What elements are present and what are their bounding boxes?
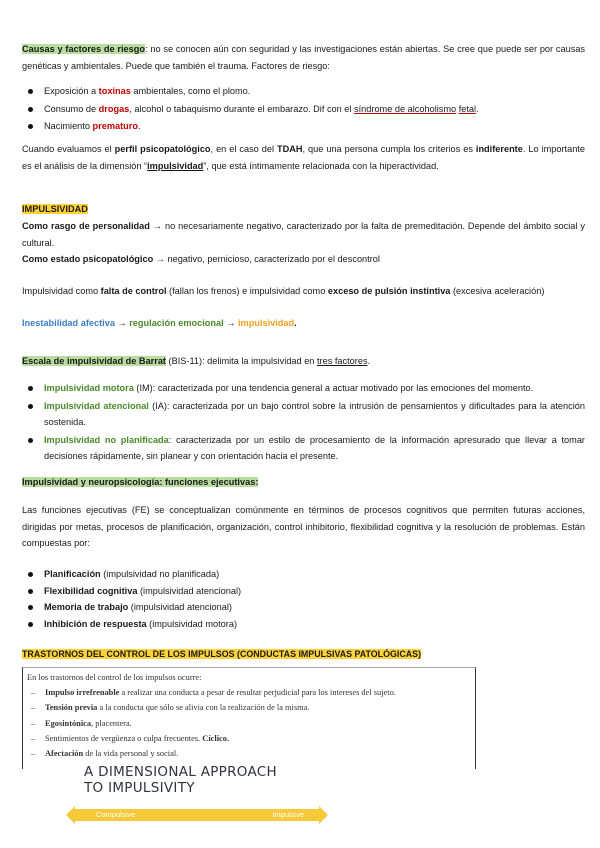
- risk-factors-list: [22, 83, 585, 135]
- list-item: Planificación (impulsividad no planificada): [22, 566, 585, 583]
- list-item: Nacimiento prematuro.: [22, 118, 585, 135]
- scanned-excerpt: [22, 667, 476, 769]
- perfil-paragraph: Cuando evaluamos el perfil psicopatológico, en el caso del TDAH, que una persona cumpla los criterios es indiferente. Lo importante es el análisis de la dimensión “impulsividad”, que está íntimamente relacionada con la hiperactividad.: [22, 144, 585, 171]
- barrat-paragraph: Escala de impulsividad de Barrat (BIS-11): delimita la impulsividad en tres factores.: [22, 356, 371, 366]
- list-item: Flexibilidad cognitiva (impulsividad atencional): [22, 583, 585, 600]
- scan-item: – Sentimientos de vergüenza o culpa frecuentes. Cíclico.: [31, 734, 230, 743]
- list-item: Memoria de trabajo (impulsividad atencional): [22, 599, 585, 616]
- neuro-heading: Impulsividad y neuropsicología: funciones ejecutivas:: [22, 477, 259, 487]
- figure-title-line-2: TO IMPULSIVITY: [84, 780, 195, 796]
- barrat-title: Escala de impulsividad de Barrat: [22, 356, 166, 366]
- list-item: Impulsividad atencional (IA): caracterizada por un bajo control sobre la intrusión de pensamientos y dificultades para la atención sostenida.: [22, 398, 585, 431]
- bullet-icon: [28, 605, 33, 610]
- scan-item: – Impulso irrefrenable a realizar una conducta a pesar de resultar perjudicial para los intereses del sujeto.: [31, 688, 396, 697]
- rasgo-paragraph: Como rasgo de personalidad → no necesariamente negativo, caracterizado por la falta de premeditación. Depende del ámbito social y cultural. Como estado psicopatológico → negativo, pernicioso, caracterizado por el descontrol: [22, 221, 585, 264]
- bullet-icon: [28, 124, 33, 129]
- control-paragraph: Impulsividad como falta de control (fallan los frenos) e impulsividad como exceso de pulsión instintiva (excesiva aceleración): [22, 286, 545, 296]
- bullet-icon: [28, 589, 33, 594]
- neuro-paragraph: Las funciones ejecutivas (FE) se conceptualizan comúnmente en términos de procesos cognitivos que permiten futuras acciones, dirigidas por metas, procesos de planificación, organización, control inhibitorio, flexibilidad cognitiva y la resolución de problemas. Están compuestas por:: [22, 505, 585, 548]
- bullet-icon: [28, 386, 33, 391]
- trastornos-heading: TRASTORNOS DEL CONTROL DE LOS IMPULSOS (CONDUCTAS IMPULSIVAS PATOLÓGICAS): [22, 649, 422, 659]
- bullet-icon: [28, 438, 33, 443]
- chain-line: Inestabilidad afectiva → regulación emocional → impulsividad.: [22, 318, 297, 328]
- causas-title: Causas y factores de riesgo: [22, 44, 146, 54]
- bullet-icon: [28, 622, 33, 627]
- arrow-right-icon: [319, 806, 328, 824]
- scan-item: – Afectación de la vida personal y social.: [31, 749, 179, 758]
- list-item: Impulsividad motora (IM): caracterizada por una tendencia general a actuar motivado por las emociones del momento.: [22, 380, 585, 397]
- scan-item: – Egosintónica, placentera.: [31, 719, 132, 728]
- bullet-icon: [28, 404, 33, 409]
- list-item: Exposición a toxinas ambientales, como el plomo.: [22, 83, 585, 100]
- scan-item: – Tensión previa a la conducta que sólo se alivia con la realización de la misma.: [31, 703, 310, 712]
- dimension-arrow: [66, 806, 328, 824]
- figure-title-line-1: A DIMENSIONAL APPROACH: [84, 764, 277, 780]
- list-item: Consumo de drogas, alcohol o tabaquismo durante el embarazo. Dif con el síndrome de alcoholismo fetal.: [22, 101, 585, 118]
- list-item: Inhibición de respuesta (impulsividad motora): [22, 616, 585, 633]
- fe-list: [22, 566, 585, 632]
- barrat-list: [22, 380, 585, 465]
- bullet-icon: [28, 107, 33, 112]
- compulsive-label: Compulsive: [96, 810, 136, 819]
- bullet-icon: [28, 572, 33, 577]
- list-item: Impulsividad no planificada: caracterizada por un estilo de procesamiento de la información apresurado que llevar a tomar decisiones rápidamente, sin planear y con orientación hacia el presente.: [22, 432, 585, 465]
- bullet-icon: [28, 89, 33, 94]
- scan-intro: En los trastornos del control de los impulsos ocurre:: [27, 673, 202, 682]
- causas-paragraph: Causas y factores de riesgo: no se conocen aún con seguridad y las investigaciones están abiertas. Se cree que puede ser por causas genéticas y ambientales. Puede que también el trauma. Factores de riesgo:: [22, 44, 585, 71]
- impulsividad-heading: IMPULSIVIDAD: [22, 204, 88, 214]
- impulsive-label: Impulsive: [272, 810, 304, 819]
